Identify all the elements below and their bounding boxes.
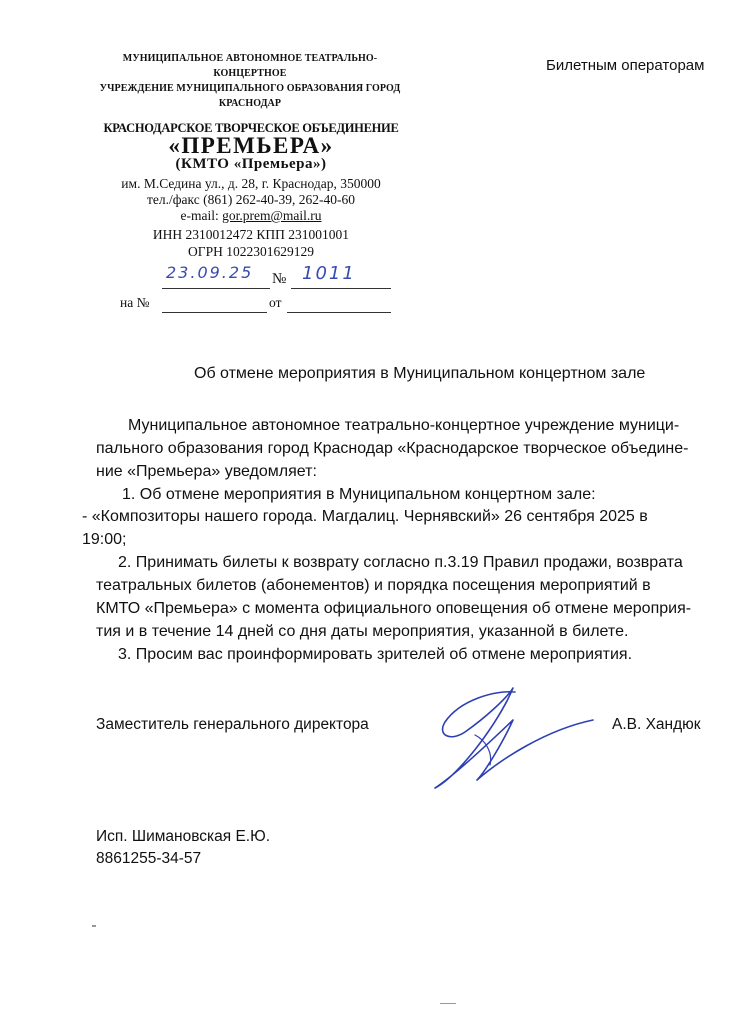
- date-underline: [162, 288, 270, 289]
- scan-speck: [440, 1003, 456, 1004]
- organization-inn-kpp: ИНН 2310012472 КПП 231001001: [152, 227, 350, 242]
- signer-title: Заместитель генерального директора: [96, 716, 369, 733]
- body-paragraph-line: тия и в течение 14 дней со дня даты мероприятия, указанной в билете.: [96, 623, 629, 640]
- letterhead-line-1: МУНИЦИПАЛЬНОЕ АВТОНОМНОЕ ТЕАТРАЛЬНО-: [122, 53, 378, 64]
- letterhead-line-3: УЧРЕЖДЕНИЕ МУНИЦИПАЛЬНОГО ОБРАЗОВАНИЯ ГОРОД: [99, 83, 401, 94]
- body-paragraph-line: театральных билетов (абонементов) и порядка посещения мероприятий в: [96, 577, 651, 594]
- body-paragraph-line: ние «Премьера» уведомляет:: [96, 463, 317, 480]
- letter-subject: Об отмене мероприятия в Муниципальном концертном зале: [194, 365, 646, 382]
- body-event-line: - «Композиторы нашего города. Магдалиц. Чернявский» 26 сентября 2025 в: [82, 508, 648, 525]
- scan-speck: [92, 925, 96, 927]
- reference-number-label: на №: [120, 295, 150, 310]
- body-item-3: 3. Просим вас проинформировать зрителей об отмене мероприятия.: [118, 646, 633, 663]
- organization-phone: тел./факс (861) 262-40-39, 262-40-60: [147, 192, 355, 207]
- reference-date-label: от: [269, 295, 282, 310]
- executor-name: Исп. Шимановская Е.Ю.: [96, 828, 271, 845]
- organization-email-line: [96, 208, 406, 224]
- number-sign: №: [272, 271, 287, 287]
- email-link[interactable]: gor.prem@mail.ru: [222, 208, 322, 223]
- handwritten-signature: [415, 680, 595, 795]
- email-label: e-mail:: [180, 208, 223, 223]
- body-event-time: 19:00;: [82, 531, 127, 548]
- organization-ogrn: ОГРН 1022301629129: [188, 244, 314, 259]
- recipient: Билетным операторам: [546, 57, 705, 74]
- outgoing-number: 1011: [302, 263, 356, 284]
- reference-date-underline: [287, 312, 391, 313]
- outgoing-date: 23.09.25: [166, 263, 254, 282]
- organization-short-name: (КМТО «Премьера»): [175, 156, 327, 172]
- letterhead-line-4: КРАСНОДАР: [218, 98, 282, 109]
- organization-address: им. М.Седина ул., д. 28, г. Краснодар, 350000: [121, 176, 381, 191]
- body-item-2: 2. Принимать билеты к возврату согласно п.3.19 Правил продажи, возврата: [118, 554, 683, 571]
- number-underline: [291, 288, 391, 289]
- body-item-1: 1. Об отмене мероприятия в Муниципальном концертном зале:: [122, 486, 596, 503]
- body-paragraph-line: пального образования город Краснодар «Краснодарское творческое объедине-: [96, 440, 689, 457]
- signer-name: А.В. Хандюк: [612, 716, 701, 733]
- organization-brand: «ПРЕМЬЕРА»: [168, 133, 334, 158]
- organization-name: КРАСНОДАРСКОЕ ТВОРЧЕСКОЕ ОБЪЕДИНЕНИЕ: [103, 121, 399, 135]
- body-paragraph-line: КМТО «Премьера» с момента официального оповещения об отмене мероприя-: [96, 600, 692, 617]
- executor-phone: 8861255-34-57: [96, 850, 202, 867]
- body-paragraph-line: Муниципальное автономное театрально-концертное учреждение муници-: [128, 417, 680, 434]
- reference-number-underline: [162, 312, 267, 313]
- letterhead-line-2: КОНЦЕРТНОЕ: [213, 68, 287, 79]
